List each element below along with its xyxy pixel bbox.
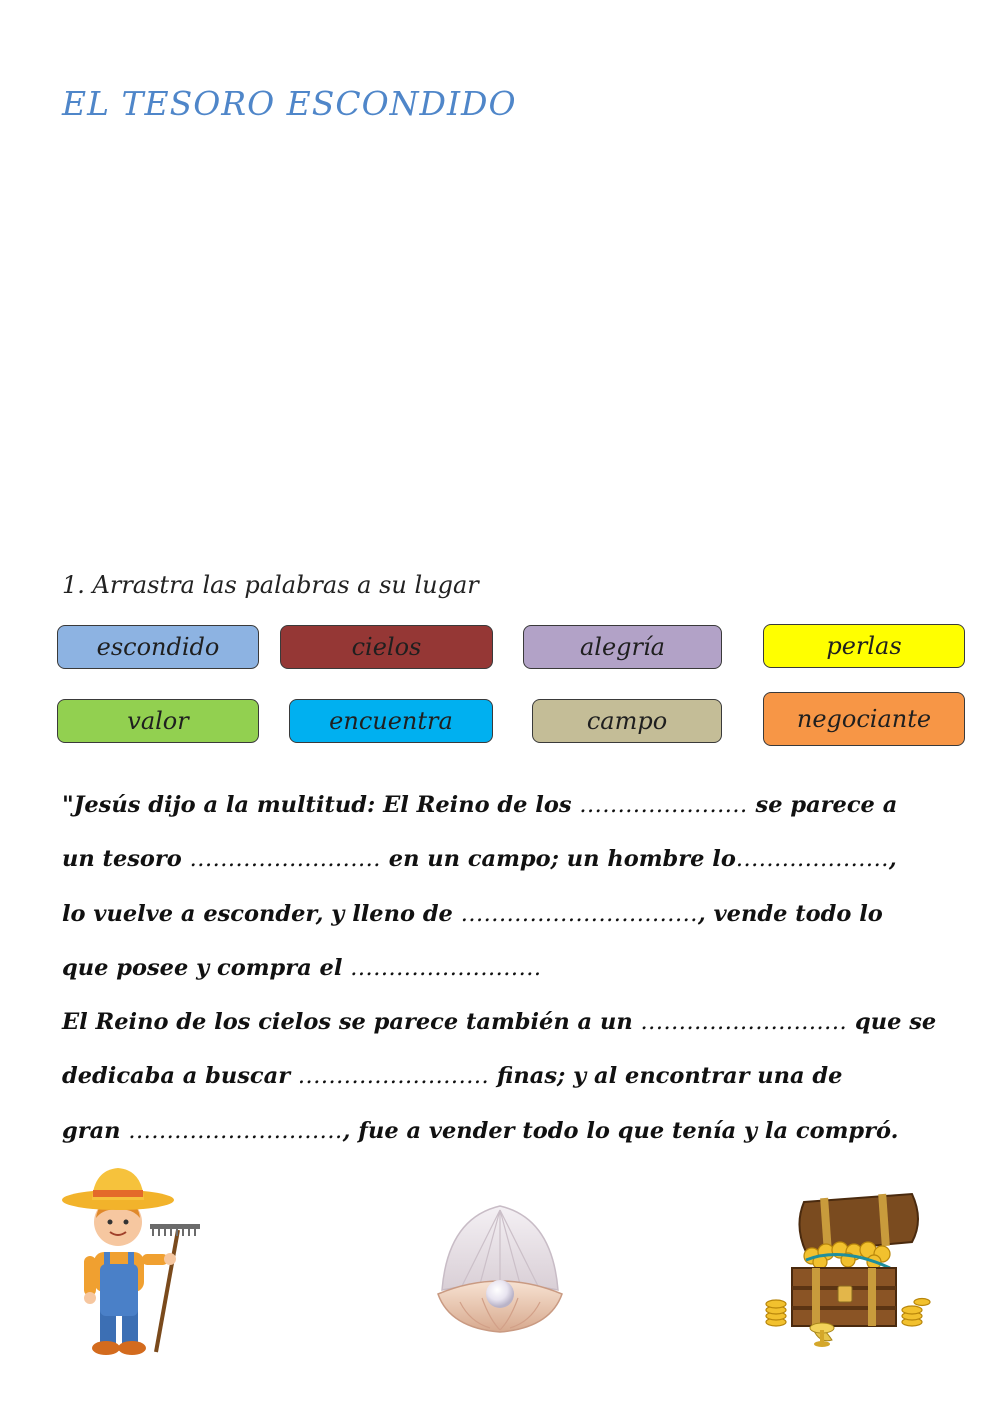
page-title: EL TESORO ESCONDIDO [62, 84, 517, 123]
word-chip-campo[interactable]: campo [532, 699, 722, 743]
drop-slot-4[interactable]: ............................... [460, 900, 698, 927]
word-chip-valor[interactable]: valor [57, 699, 259, 743]
word-chip-cielos[interactable]: cielos [280, 625, 493, 669]
drop-slot-7[interactable]: ......................... [297, 1063, 490, 1090]
parable-text: "Jesús dijo a la multitud: El Reino de los ...................... se parece a un tesoro ......................... en un campo; un hombre lo...................., lo vuelve a esconder, y lleno de ..............................., vende todo lo que posee y compra el ......................... El Reino de los cielos se parece también a un ........................... que se dedicaba a buscar ......................... finas; y al encontrar una de gran ............................, fue a vender todo lo que tenía y la compró. [62, 792, 937, 1144]
drop-slot-1[interactable]: ...................... [579, 792, 748, 818]
drop-slot-6[interactable]: ........................... [640, 1009, 848, 1036]
drop-slot-3[interactable]: .................... [735, 846, 889, 873]
drop-slot-5[interactable]: ......................... [350, 954, 542, 981]
word-chip-perlas[interactable]: perlas [763, 624, 965, 668]
word-chip-alegria[interactable]: alegría [523, 625, 722, 669]
farmer-illustration [58, 1160, 203, 1360]
drop-slot-2[interactable]: ......................... [189, 846, 381, 873]
word-chip-encuentra[interactable]: encuentra [289, 699, 493, 743]
word-chip-escondido[interactable]: escondido [57, 625, 259, 669]
treasure-chest-illustration [762, 1190, 932, 1350]
word-chip-negociante[interactable]: negociante [763, 692, 965, 746]
drop-slot-8[interactable]: ............................ [128, 1117, 343, 1144]
instruction-text: 1. Arrastra las palabras a su lugar [62, 571, 479, 599]
pearl-shell-illustration [430, 1198, 570, 1338]
